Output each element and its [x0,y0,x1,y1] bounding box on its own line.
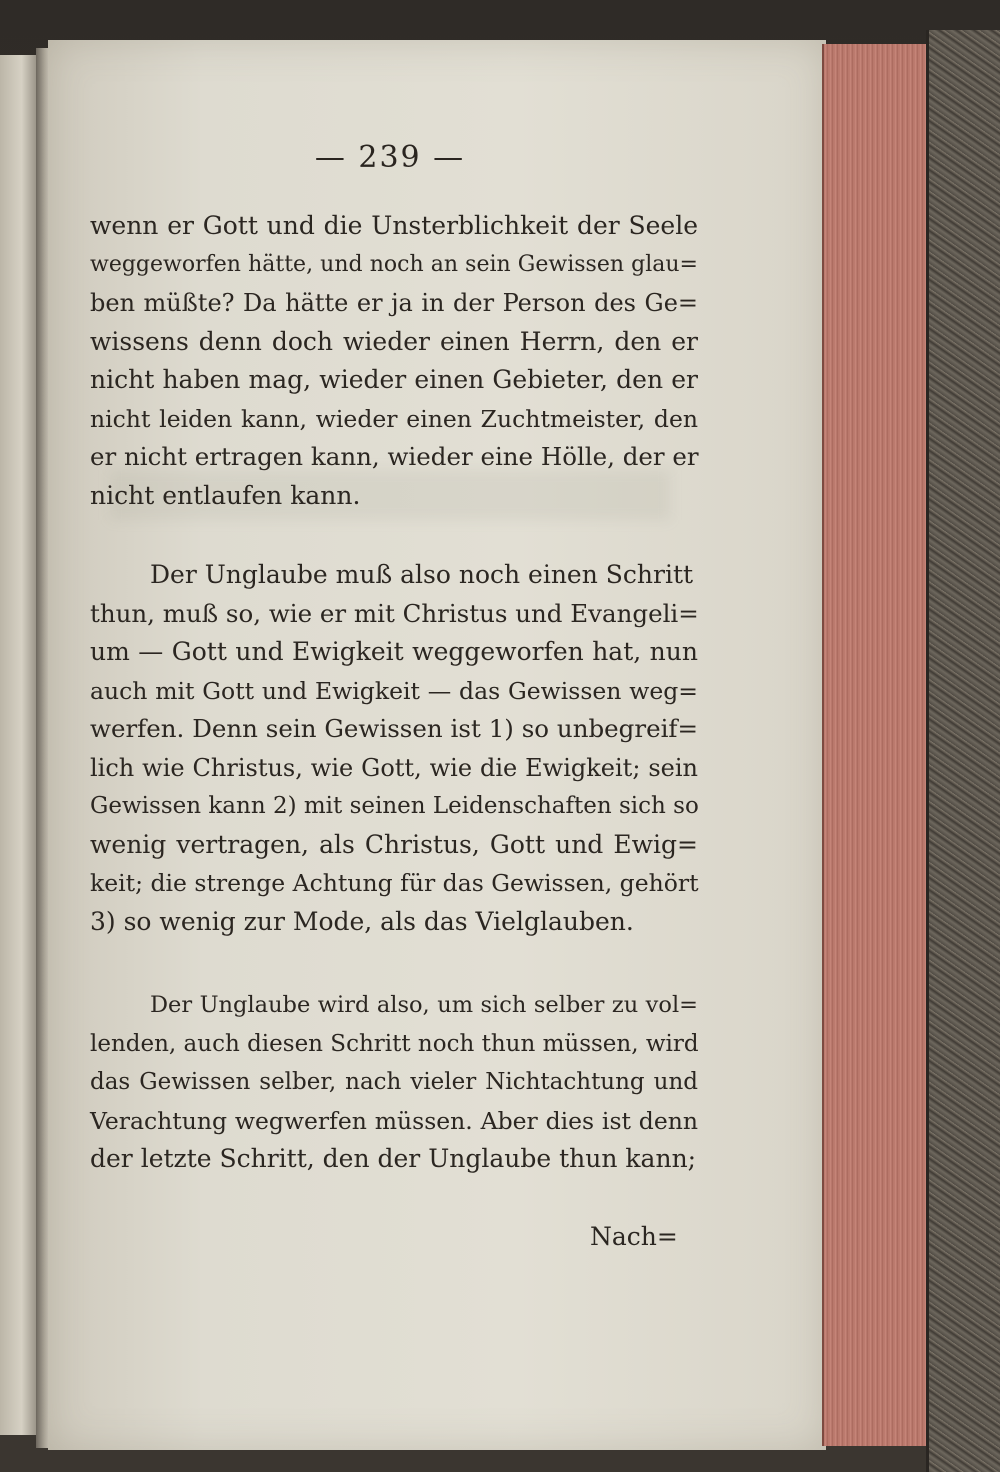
paragraph-3 [90,986,698,1179]
text-line: Verachtung wegwerfen müssen. Aber dies ist denn [90,1106,698,1135]
facing-page-edge [0,55,38,1435]
text-line: ben müßte? Da hätte er ja in der Person des Ge= [90,289,698,317]
paragraph-2 [90,556,698,941]
text-line: Der Unglaube wird also, um sich selber zu vol= [150,992,698,1018]
text-line: nicht leiden kann, wieder einen Zuchtmeister, den [90,404,698,433]
text-line: nicht entlaufen kann. [90,480,361,510]
text-line: um — Gott und Ewigkeit weggeworfen hat, nun [90,637,698,666]
text-line: der letzte Schritt, den der Unglaube thun kann; [90,1144,697,1173]
text-line: lenden, auch diesen Schritt noch thun müssen, wird [90,1030,699,1057]
text-line: nicht haben mag, wieder einen Gebieter, den er [90,365,698,394]
text-line: Gewissen kann 2) mit seinen Leidenschaften sich so [90,793,699,819]
marbled-cover [926,30,1000,1472]
text-line: 3) so wenig zur Mode, als das Vielglauben. [90,906,634,936]
text-line: thun, muß so, wie er mit Christus und Evangeli= [90,598,699,628]
text-line: wenn er Gott und die Unsterblichkeit der Seele [90,211,698,240]
paragraph-1 [90,207,698,515]
text-line: lich wie Christus, wie Gott, wie die Ewigkeit; sein [90,753,698,782]
text-line: weggeworfen hätte, und noch an sein Gewissen glau= [90,251,698,277]
text-line: wissens denn doch wieder einen Herrn, den er [90,326,698,356]
text-line: das Gewissen selber, nach vieler Nichtachtung und [90,1069,698,1095]
page-number: — 239 — [314,140,466,175]
page-block-edge [822,44,928,1446]
catchword: Nach= [590,1222,678,1251]
text-line: keit; die strenge Achtung für das Gewissen, gehört [90,869,699,897]
text-line: auch mit Gott und Ewigkeit — das Gewissen weg= [90,676,698,705]
text-line: werfen. Denn sein Gewissen ist 1) so unbegreif= [90,714,698,743]
text-line: wenig vertragen, als Christus, Gott und Ewig= [90,829,698,859]
text-line: er nicht ertragen kann, wieder eine Hölle, der er [90,442,699,471]
text-line: Der Unglaube muß also noch einen Schritt [150,560,694,589]
